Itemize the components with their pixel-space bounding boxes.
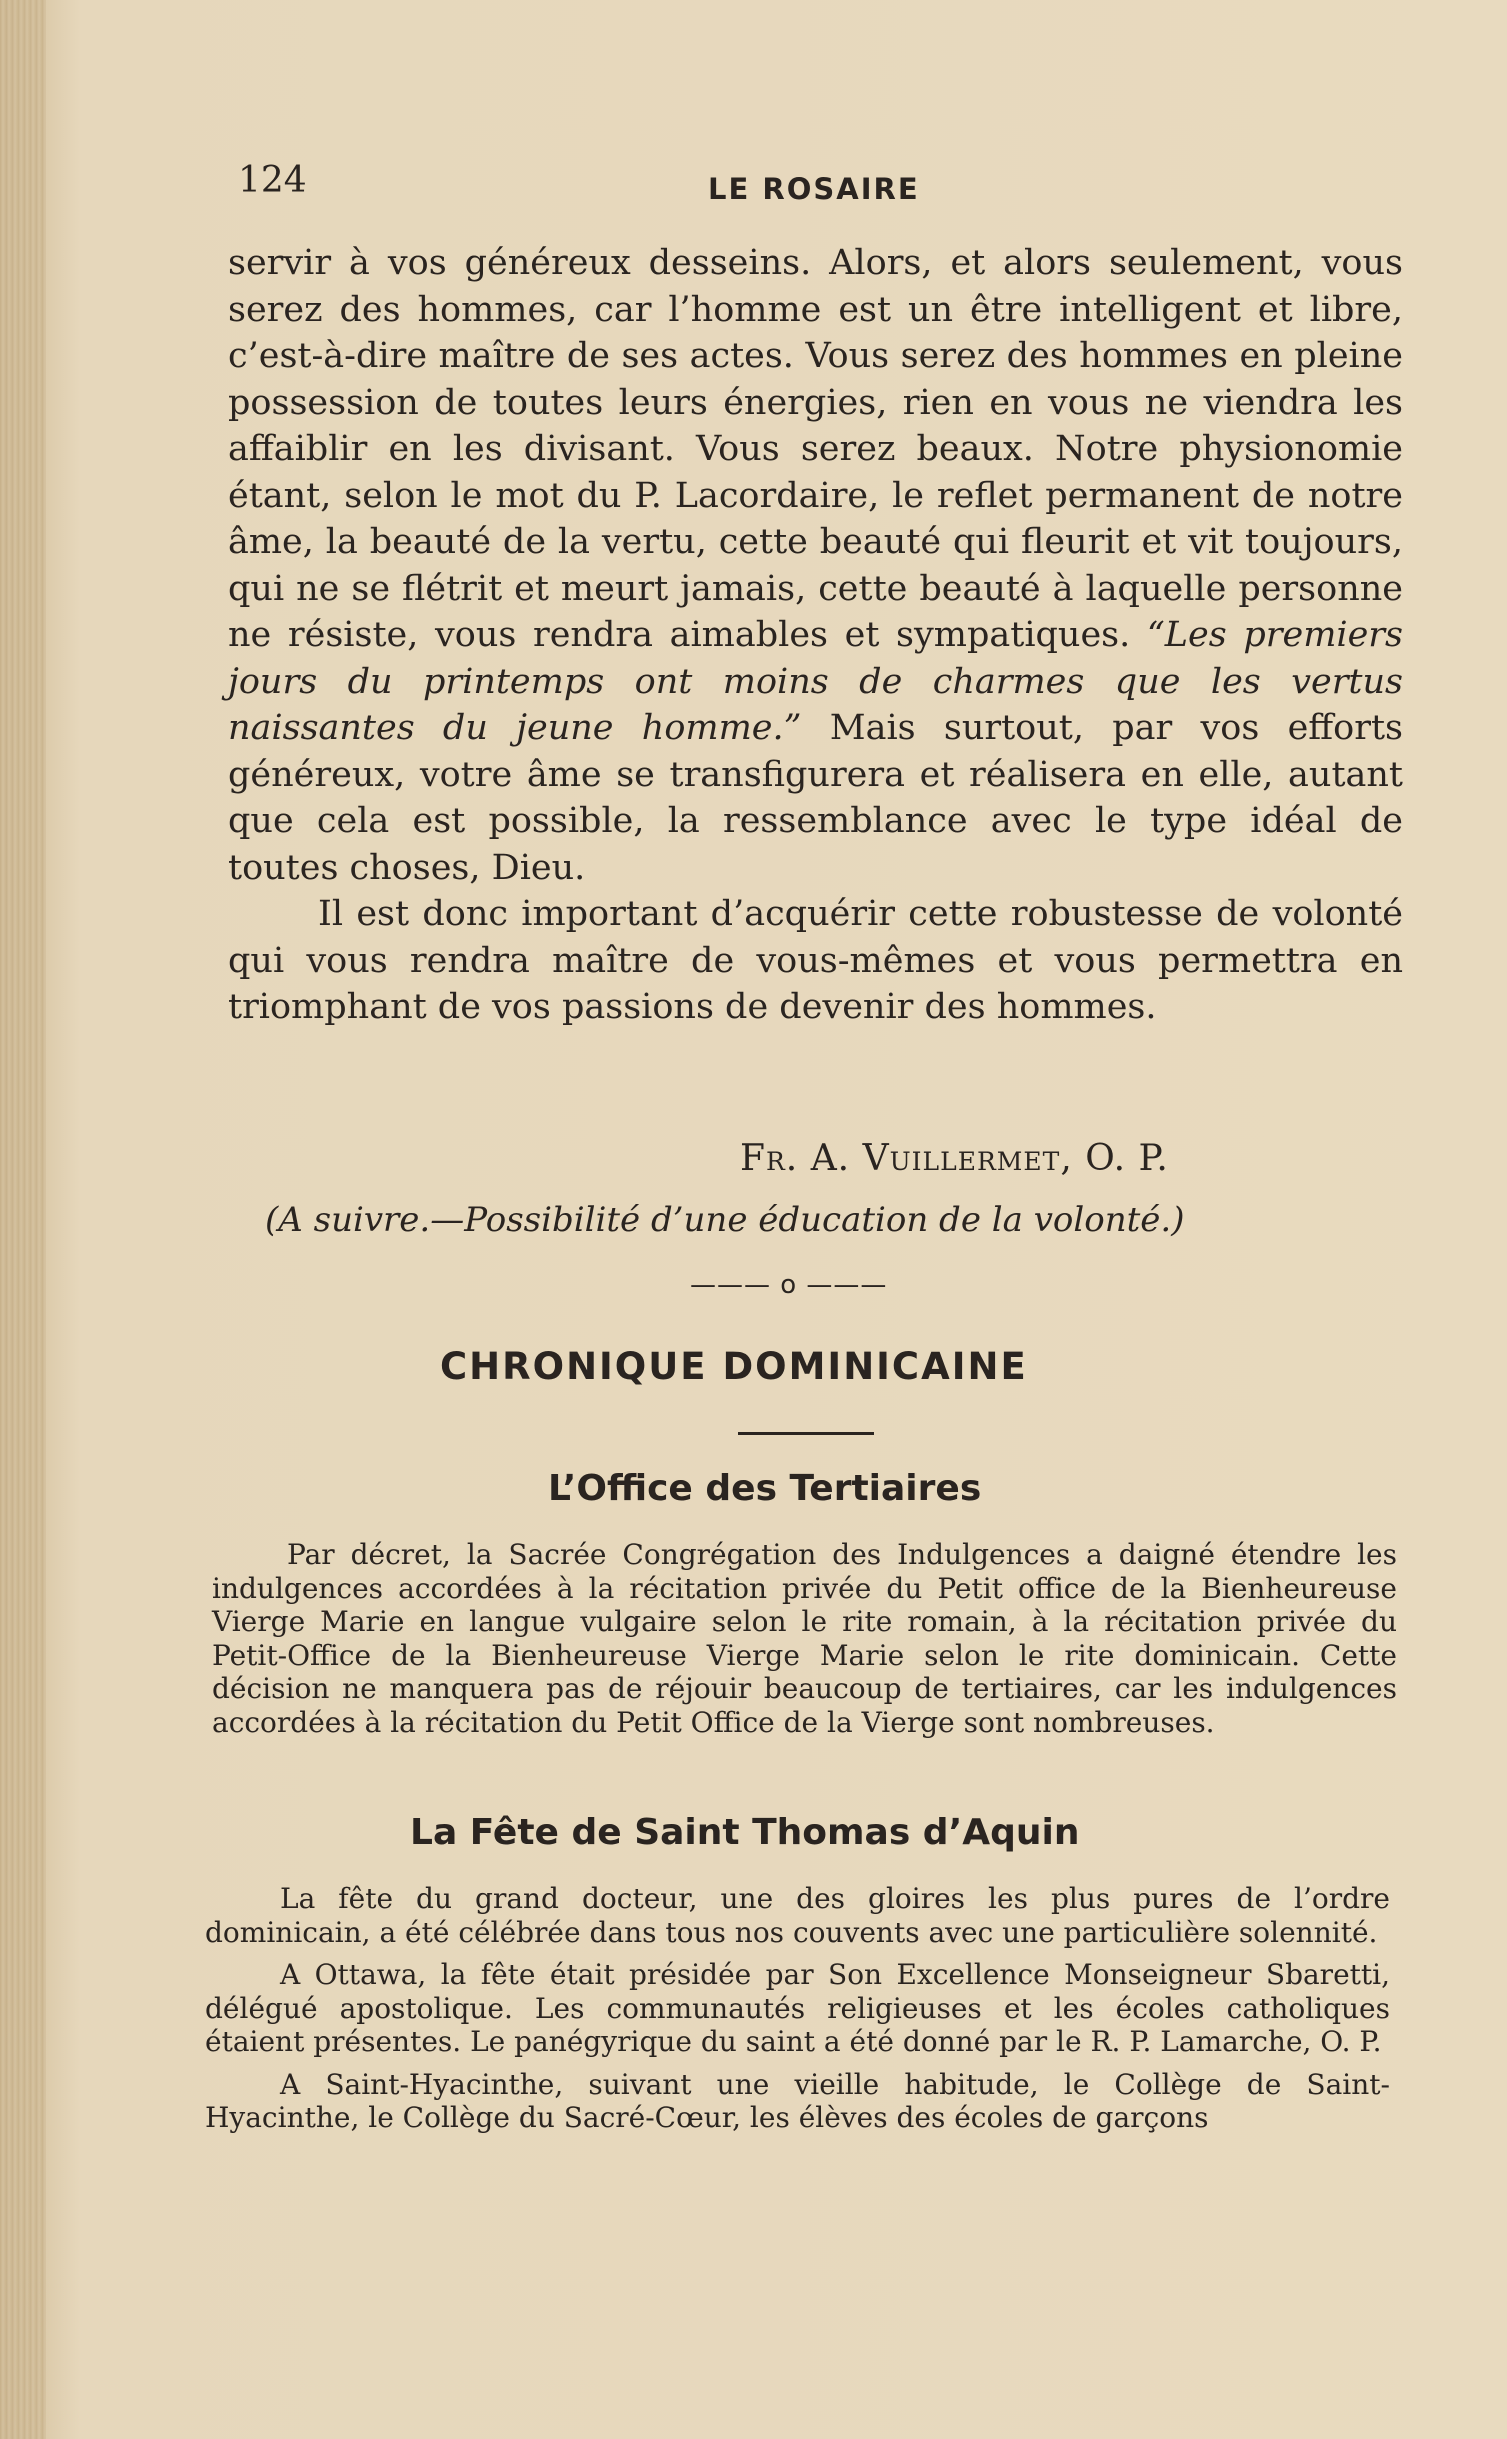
section-ornament: ——— o ——— — [690, 1270, 888, 1300]
article-heading: L’Office des Tertiaires — [548, 1468, 982, 1509]
continuation-note: (A suivre.—Possibilité d’une éducation de la volonté.) — [265, 1200, 1185, 1240]
article-paragraph: La fête du grand docteur, une des gloires les plus pures de l’ordre dominicain, a été célébrée dans tous nos couvents avec une particulière solennité. — [205, 1882, 1390, 1949]
article-heading: La Fête de Saint Thomas d’Aquin — [410, 1812, 1080, 1853]
page-header — [238, 160, 1408, 210]
essay-body — [228, 240, 1403, 1031]
author-signature: Fr. A. Vuillermet, O. P. — [740, 1138, 1169, 1179]
essay-quote: “Les premiers jours du printemps ont moins de charmes que les vertus naissantes du jeune homme.” — [228, 615, 1403, 748]
essay-text: Mais surtout, par vos efforts généreux, votre âme se transfigurera et réalisera en elle, autant que cela est possible, la ressemblance avec le type idéal de toutes choses, Dieu. — [228, 708, 1403, 888]
article-paragraph: A Ottawa, la fête était présidée par Son Excellence Monseigneur Sbaretti, délégué apostolique. Les communautés religieuses et les écoles catholiques étaient présentes. Le panégyrique du saint a été donné par le R. P. Lamarche, O. P. — [205, 1958, 1390, 2058]
essay-paragraph: Il est donc important d’acquérir cette robustesse de volonté qui vous rendra maître de vous-mêmes et vous permettra en triomphant de vos passions de devenir des hommes. — [228, 894, 1403, 1027]
article-paragraph: A Saint-Hyacinthe, suivant une vieille habitude, le Collège de Saint-Hyacinthe, le Collège du Sacré-Cœur, les élèves des écoles de garçons — [205, 2067, 1390, 2134]
essay-text: servir à vos généreux desseins. Alors, et alors seulement, vous serez des hommes, car l’homme est un être intelligent et libre, c’est-à-dire maître de ses actes. Vous serez des hommes en pleine possession de toutes leurs énergies, rien en vous ne viendra les affaiblir en les divisant. Vous serez beaux. Notre physionomie étant, selon le mot du P. Lacordaire, le reflet permanent de notre âme, la beauté de la vertu, cette beauté qui fleurit et vit toujours, qui ne se flétrit et meurt jamais, cette beauté à laquelle personne ne résiste, vous rendra aimables et sympatiques. — [228, 243, 1403, 655]
page-number: 124 — [238, 160, 307, 201]
running-title: LE ROSAIRE — [708, 172, 920, 206]
section-divider — [738, 1432, 874, 1435]
binding-gutter — [0, 0, 46, 2439]
article-paragraph: Par décret, la Sacrée Congrégation des Indulgences a daigné étendre les indulgences accordées à la récitation privée du Petit office de la Bienheureuse Vierge Marie en langue vulgaire selon le rite romain, à la récitation privée du Petit-Office de la Bienheureuse Vierge Marie selon le rite dominicain. Cette décision ne manquera pas de réjouir beaucoup de tertiaires, car les indulgences accordées à la récitation du Petit Office de la Vierge sont nombreuses. — [212, 1538, 1397, 1739]
article-body — [205, 1882, 1390, 2144]
article-body — [212, 1538, 1397, 1748]
section-title: CHRONIQUE DOMINICAINE — [440, 1345, 1028, 1388]
essay-paragraph — [228, 240, 1403, 891]
